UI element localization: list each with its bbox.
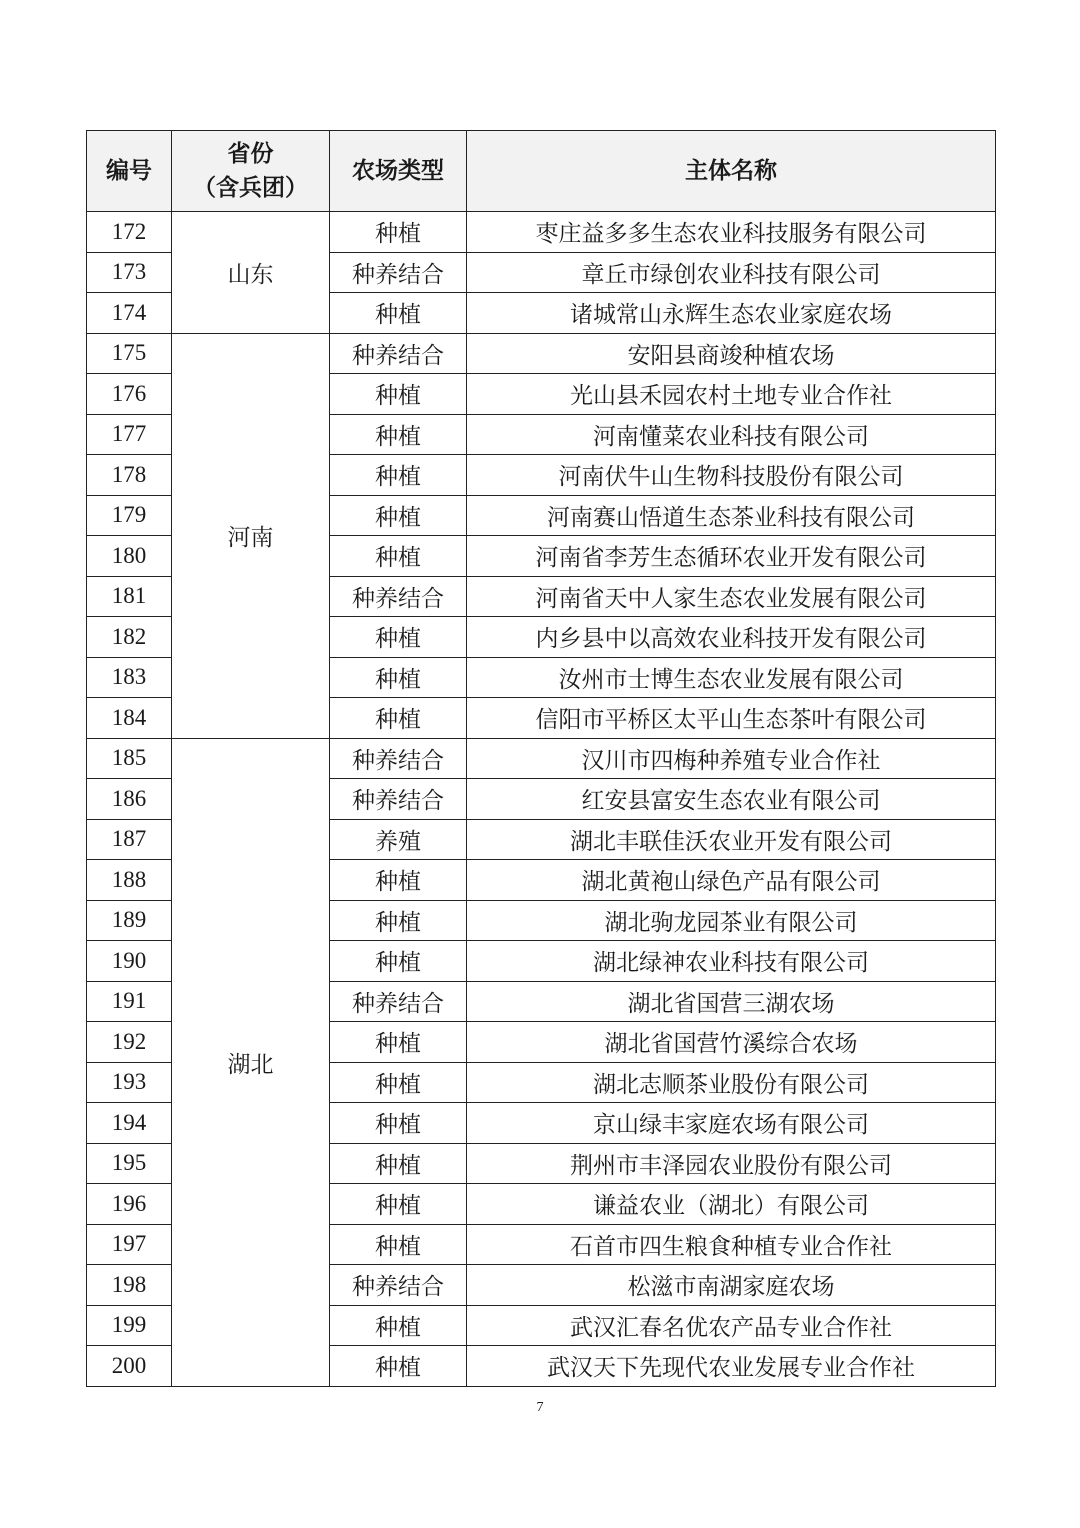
farm-type-cell: 种养结合: [330, 333, 467, 374]
farm-type-cell: 种植: [330, 1224, 467, 1265]
entity-name-cell: 内乡县中以高效农业科技开发有限公司: [467, 617, 996, 658]
farm-type-cell: 种植: [330, 900, 467, 941]
entity-name-cell: 光山县禾园农村土地专业合作社: [467, 374, 996, 415]
entity-name-cell: 红安县富安生态农业有限公司: [467, 779, 996, 820]
entity-name-cell: 湖北丰联佳沃农业开发有限公司: [467, 819, 996, 860]
entity-name-cell: 河南赛山悟道生态茶业科技有限公司: [467, 495, 996, 536]
entity-name-cell: 河南懂菜农业科技有限公司: [467, 414, 996, 455]
entity-name-cell: 诸城常山永辉生态农业家庭农场: [467, 293, 996, 334]
header-province-line1: 省份: [227, 140, 274, 167]
farm-type-cell: 种植: [330, 1062, 467, 1103]
farm-type-cell: 种植: [330, 860, 467, 901]
farm-type-cell: 种养结合: [330, 576, 467, 617]
entity-name-cell: 河南省李芳生态循环农业开发有限公司: [467, 536, 996, 577]
farm-type-cell: 种植: [330, 536, 467, 577]
farm-type-cell: 养殖: [330, 819, 467, 860]
province-cell: 湖北: [172, 738, 330, 1386]
header-province-line2: （含兵团）: [193, 175, 308, 201]
entity-name-cell: 枣庄益多多生态农业科技服务有限公司: [467, 212, 996, 253]
row-number: 184: [87, 698, 172, 739]
entity-name-cell: 章丘市绿创农业科技有限公司: [467, 252, 996, 293]
farm-type-cell: 种养结合: [330, 738, 467, 779]
farm-type-cell: 种植: [330, 941, 467, 982]
table-row: [87, 333, 996, 374]
row-number: 174: [87, 293, 172, 334]
farm-type-cell: 种植: [330, 1305, 467, 1346]
table-body: [87, 212, 996, 1387]
farm-type-cell: 种养结合: [330, 779, 467, 820]
farm-type-cell: 种养结合: [330, 252, 467, 293]
row-number: 189: [87, 900, 172, 941]
row-number: 180: [87, 536, 172, 577]
row-number: 183: [87, 657, 172, 698]
farm-type-cell: 种植: [330, 212, 467, 253]
row-number: 173: [87, 252, 172, 293]
entity-name-cell: 湖北省国营竹溪综合农场: [467, 1022, 996, 1063]
row-number: 194: [87, 1103, 172, 1144]
entity-name-cell: 湖北省国营三湖农场: [467, 981, 996, 1022]
row-number: 175: [87, 333, 172, 374]
entity-name-cell: 湖北绿神农业科技有限公司: [467, 941, 996, 982]
province-cell: 河南: [172, 333, 330, 738]
entity-name-cell: 武汉汇春名优农产品专业合作社: [467, 1305, 996, 1346]
entity-name-cell: 河南伏牛山生物科技股份有限公司: [467, 455, 996, 496]
entity-name-cell: 汉川市四梅种养殖专业合作社: [467, 738, 996, 779]
farm-type-cell: 种植: [330, 414, 467, 455]
farm-type-cell: 种植: [330, 1184, 467, 1225]
row-number: 193: [87, 1062, 172, 1103]
entity-name-cell: 荆州市丰泽园农业股份有限公司: [467, 1143, 996, 1184]
farm-type-cell: 种植: [330, 617, 467, 658]
entity-name-cell: 武汉天下先现代农业发展专业合作社: [467, 1346, 996, 1387]
farm-type-cell: 种植: [330, 374, 467, 415]
table-row: [87, 212, 996, 253]
entity-name-cell: 信阳市平桥区太平山生态茶叶有限公司: [467, 698, 996, 739]
row-number: 197: [87, 1224, 172, 1265]
row-number: 192: [87, 1022, 172, 1063]
header-row: [87, 131, 996, 212]
farm-type-cell: 种植: [330, 698, 467, 739]
header-province: [172, 131, 330, 212]
header-number: 编号: [87, 131, 172, 212]
row-number: 187: [87, 819, 172, 860]
row-number: 195: [87, 1143, 172, 1184]
row-number: 198: [87, 1265, 172, 1306]
entity-name-cell: 汝州市士博生态农业发展有限公司: [467, 657, 996, 698]
entity-name-cell: 安阳县商竣种植农场: [467, 333, 996, 374]
row-number: 177: [87, 414, 172, 455]
row-number: 176: [87, 374, 172, 415]
farm-type-cell: 种植: [330, 1103, 467, 1144]
entity-name-cell: 谦益农业（湖北）有限公司: [467, 1184, 996, 1225]
row-number: 185: [87, 738, 172, 779]
entity-name-cell: 湖北驹龙园茶业有限公司: [467, 900, 996, 941]
province-cell: 山东: [172, 212, 330, 334]
farm-type-cell: 种植: [330, 1346, 467, 1387]
entity-name-cell: 松滋市南湖家庭农场: [467, 1265, 996, 1306]
farm-type-cell: 种植: [330, 1022, 467, 1063]
table-row: [87, 738, 996, 779]
entity-name-cell: 湖北志顺茶业股份有限公司: [467, 1062, 996, 1103]
entity-name-cell: 河南省天中人家生态农业发展有限公司: [467, 576, 996, 617]
entity-name-cell: 湖北黄袍山绿色产品有限公司: [467, 860, 996, 901]
farm-type-cell: 种植: [330, 293, 467, 334]
row-number: 191: [87, 981, 172, 1022]
row-number: 196: [87, 1184, 172, 1225]
row-number: 199: [87, 1305, 172, 1346]
farm-type-cell: 种植: [330, 455, 467, 496]
entity-name-cell: 石首市四生粮食种植专业合作社: [467, 1224, 996, 1265]
row-number: 186: [87, 779, 172, 820]
row-number: 190: [87, 941, 172, 982]
header-entity-name: 主体名称: [467, 131, 996, 212]
farm-list-table: [86, 130, 996, 1387]
header-farm-type: 农场类型: [330, 131, 467, 212]
row-number: 182: [87, 617, 172, 658]
row-number: 188: [87, 860, 172, 901]
entity-name-cell: 京山绿丰家庭农场有限公司: [467, 1103, 996, 1144]
farm-type-cell: 种植: [330, 1143, 467, 1184]
farm-type-cell: 种植: [330, 657, 467, 698]
farm-type-cell: 种养结合: [330, 1265, 467, 1306]
row-number: 172: [87, 212, 172, 253]
farm-type-cell: 种植: [330, 495, 467, 536]
row-number: 178: [87, 455, 172, 496]
row-number: 181: [87, 576, 172, 617]
farm-type-cell: 种养结合: [330, 981, 467, 1022]
page-number: 7: [536, 1400, 544, 1415]
row-number: 179: [87, 495, 172, 536]
row-number: 200: [87, 1346, 172, 1387]
